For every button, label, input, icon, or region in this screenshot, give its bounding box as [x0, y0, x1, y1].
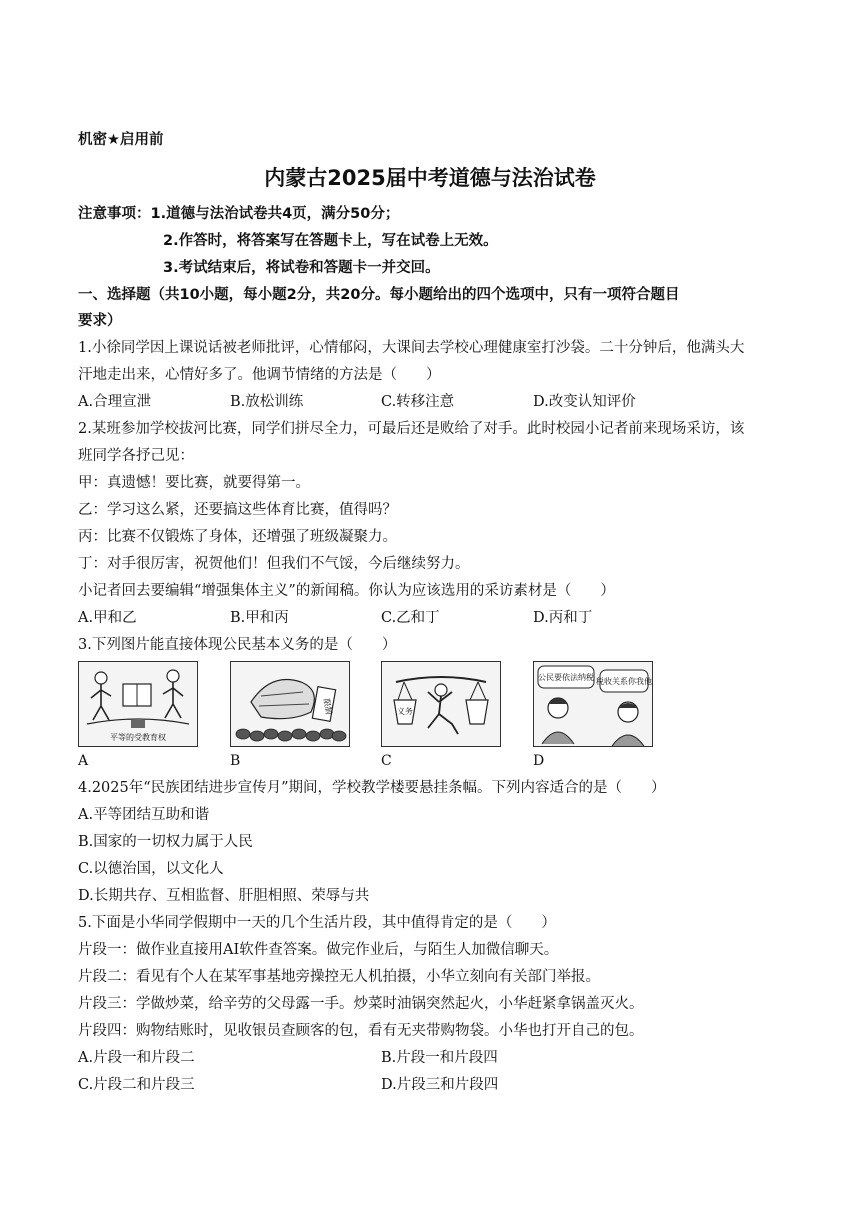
q4-option-c[interactable]: C.以德治国，以文化人 [78, 861, 224, 877]
q3-picture-a-caption: 平等的受教育权 [110, 733, 166, 742]
q3-picture-a[interactable] [78, 661, 198, 747]
q5-option-d[interactable]: D.片段三和片段四 [381, 1077, 499, 1093]
notice-item-1: 1.道德与法治试卷共4页，满分50分； [150, 206, 400, 222]
q2-option-c[interactable]: C.乙和丁 [381, 610, 440, 626]
q5-option-a[interactable]: A.片段一和片段二 [78, 1050, 195, 1066]
q2-stem-line1: 2.某班参加学校拔河比赛，同学们拼尽全力，可最后还是败给了对手。此时校园小记者前来现场采访，该 [78, 421, 745, 437]
q5-fragment-3: 片段三：学做炒菜，给辛劳的父母露一手。炒菜时油锅突然起火，小华赶紧拿锅盖灭火。 [78, 996, 644, 1012]
section-heading-line2: 要求） [78, 313, 122, 329]
confidential-label: 机密★启用前 [78, 132, 164, 148]
tax-dialogue-illustration [534, 662, 652, 746]
duty-carrier-illustration [382, 662, 500, 746]
q2-view-ding: 丁：对手很厉害，祝贺他们！但我们不气馁，今后继续努力。 [78, 556, 470, 572]
notice-item-3: 3.考试结束后，将试卷和答题卡一并交回。 [163, 260, 440, 276]
q4-option-a[interactable]: A.平等团结互助和谐 [78, 807, 210, 823]
q1-option-a[interactable]: A.合理宣泄 [78, 394, 152, 410]
q2-stem-line3: 小记者回去要编辑“增强集体主义”的新闻稿。你认为应该选用的采访素材是（ ） [78, 583, 615, 599]
q1-option-d[interactable]: D.改变认知评价 [533, 394, 636, 410]
q5-fragment-1: 片段一：做作业直接用AI软件查答案。做完作业后，与陌生人加微信聊天。 [78, 942, 559, 958]
q4-stem: 4.2025年“民族团结进步宣传月”期间，学校教学楼要悬挂条幅。下列内容适合的是（ ） [78, 780, 666, 796]
q3-picture-d[interactable] [533, 661, 653, 747]
notice-item-2: 2.作答时，将答案写在答题卡上，写在试卷上无效。 [163, 233, 498, 249]
q3-picture-a-label: A [78, 753, 89, 769]
q3-picture-d-caption-1: 公民要依法纳税 [538, 673, 594, 682]
q2-option-b[interactable]: B.甲和丙 [230, 610, 289, 626]
restriction-illustration [231, 662, 349, 746]
q2-stem-line2: 班同学各抒己见： [78, 448, 194, 464]
q1-stem-line2: 汗地走出来，心情好多了。他调节情绪的方法是（ ） [78, 367, 441, 383]
q4-option-d[interactable]: D.长期共存、互相监督、肝胆相照、荣辱与共 [78, 888, 370, 904]
q1-option-b[interactable]: B.放松训练 [230, 394, 304, 410]
q5-stem: 5.下面是小华同学假期中一天的几个生活片段，其中值得肯定的是（ ） [78, 915, 556, 931]
q3-picture-d-caption-2: 税收关系你我他 [596, 677, 652, 686]
q2-view-bing: 丙：比赛不仅锻炼了身体，还增强了班级凝聚力。 [78, 529, 397, 545]
q3-picture-b[interactable] [230, 661, 350, 747]
q5-option-c[interactable]: C.片段二和片段三 [78, 1077, 195, 1093]
exam-title: 内蒙古2025届中考道德与法治试卷 [264, 166, 596, 190]
section-heading-line1: 一、选择题（共10小题，每小题2分，共20分。每小题给出的四个选项中，只有一项符合题目 [78, 287, 680, 303]
q3-picture-c[interactable] [381, 661, 501, 747]
q3-picture-b-caption: 限制 [321, 697, 334, 716]
q2-view-jia: 甲：真遗憾！要比赛，就要得第一。 [78, 475, 310, 491]
q5-fragment-2: 片段二：看见有个人在某军事基地旁操控无人机拍摄，小华立刻向有关部门举报。 [78, 969, 600, 985]
q3-picture-b-label: B [230, 753, 241, 769]
q3-picture-c-label: C [381, 753, 392, 769]
q3-picture-d-label: D [533, 753, 545, 769]
q2-option-a[interactable]: A.甲和乙 [78, 610, 137, 626]
notice-label: 注意事项： [78, 206, 151, 222]
q4-option-b[interactable]: B.国家的一切权力属于人民 [78, 834, 253, 850]
education-illustration [79, 662, 197, 746]
q1-option-c[interactable]: C.转移注意 [381, 394, 455, 410]
q5-option-b[interactable]: B.片段一和片段四 [381, 1050, 498, 1066]
q5-fragment-4: 片段四：购物结账时，见收银员查顾客的包，看有无夹带购物袋。小华也打开自己的包。 [78, 1023, 644, 1039]
q2-view-yi: 乙：学习这么紧，还要搞这些体育比赛，值得吗？ [78, 502, 397, 518]
q1-stem-line1: 1.小徐同学因上课说话被老师批评，心情郁闷，大课间去学校心理健康室打沙袋。二十分钟后，他满头大 [78, 340, 745, 356]
q3-stem: 3.下列图片能直接体现公民基本义务的是（ ） [78, 637, 397, 653]
q3-picture-c-caption: 义务 [397, 707, 413, 716]
q2-option-d[interactable]: D.丙和丁 [533, 610, 593, 626]
notice-block [78, 205, 399, 223]
